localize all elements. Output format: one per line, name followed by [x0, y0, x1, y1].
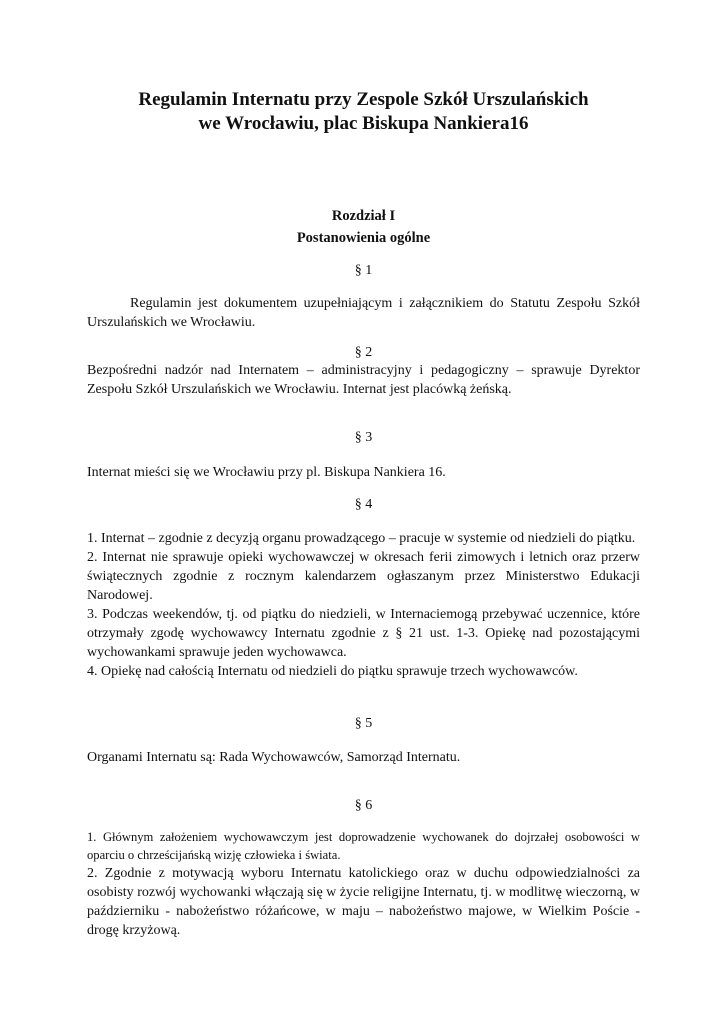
- chapter-number: Rozdział I: [331, 208, 396, 224]
- chapter-heading: [87, 205, 640, 249]
- chapter-name: Postanowienia ogólne: [296, 230, 431, 246]
- section-6-paragraph-2: 2. Zgodnie z motywacją wyboru Internatu katolickiego oraz w duchu odpowiedzialności za osobisty rozwój wychowanki włączają się w życie religijne Internatu, tj. w modlitwę wieczorną, w październiku - nabożeństwo różańcowe, w maju – nabożeństwo majowe, w Wielkim Poście - drogę krzyżową.: [87, 866, 640, 938]
- section-5-paragraph-1: Organami Internatu są: Rada Wychowawców, Samorząd Internatu.: [87, 750, 461, 765]
- section-5-body: [87, 748, 640, 767]
- document-title: [87, 88, 640, 136]
- title-line-1: Regulamin Internatu przy Zespole Szkół Urszulańskich: [138, 89, 589, 110]
- section-4-paragraph-4: 4. Opiekę nad całością Internatu od niedzieli do piątku sprawuje trzech wychowawców.: [87, 664, 578, 679]
- section-4-paragraph-1: 1. Internat – zgodnie z decyzją organu prowadzącego – pracuje w systemie od niedzieli do piątku.: [87, 531, 636, 546]
- document-page: [87, 0, 640, 1024]
- section-1-symbol: § 1: [354, 263, 373, 278]
- section-6-body: [87, 829, 640, 940]
- section-4-paragraph-3: 3. Podczas weekendów, tj. od piątku do niedzieli, w Internaciemogą przebywać uczennice, które otrzymały zgodę wychowawcy Internatu zgodnie z § 21 ust. 1-3. Opiekę nad pozostającymi wychowankami sprawuje jeden wychowawca.: [87, 607, 640, 660]
- section-5-symbol: § 5: [354, 716, 373, 731]
- section-2-paragraph-1: Bezpośredni nadzór nad Internatem – administracyjny i pedagogiczny – sprawuje Dyrektor Zespołu Szkół Urszulańskich we Wrocławiu. Internat jest placówką żeńską.: [87, 363, 640, 397]
- section-3-symbol: § 3: [354, 430, 373, 445]
- section-4-paragraph-2: 2. Internat nie sprawuje opieki wychowawczej w okresach ferii zimowych i letnich oraz przerw świątecznych zgodnie z rocznym kalendarzem ogłaszanym przez Ministerstwo Edukacji Narodowej.: [87, 550, 640, 603]
- section-1-paragraph-1: Regulamin jest dokumentem uzupełniającym i załącznikiem do Statutu Zespołu Szkół Urszulańskich we Wrocławiu.: [87, 296, 640, 330]
- section-2-symbol: § 2: [354, 345, 373, 360]
- section-4-body: [87, 529, 640, 681]
- title-line-2: we Wrocławiu, plac Biskupa Nankiera16: [198, 113, 529, 134]
- section-3-paragraph-1: Internat mieści się we Wrocławiu przy pl. Biskupa Nankiera 16.: [87, 465, 446, 480]
- section-2-body: [87, 361, 640, 399]
- section-3-body: [87, 463, 640, 482]
- section-4-symbol: § 4: [354, 497, 373, 512]
- section-1-body: [87, 294, 640, 332]
- section-6-paragraph-1: 1. Głównym założeniem wychowawczym jest doprowadzenie wychowanek do dojrzałej osobowości w oparciu o chrześcijańską wizję człowieka i świata.: [87, 830, 640, 862]
- section-6-symbol: § 6: [354, 798, 373, 813]
